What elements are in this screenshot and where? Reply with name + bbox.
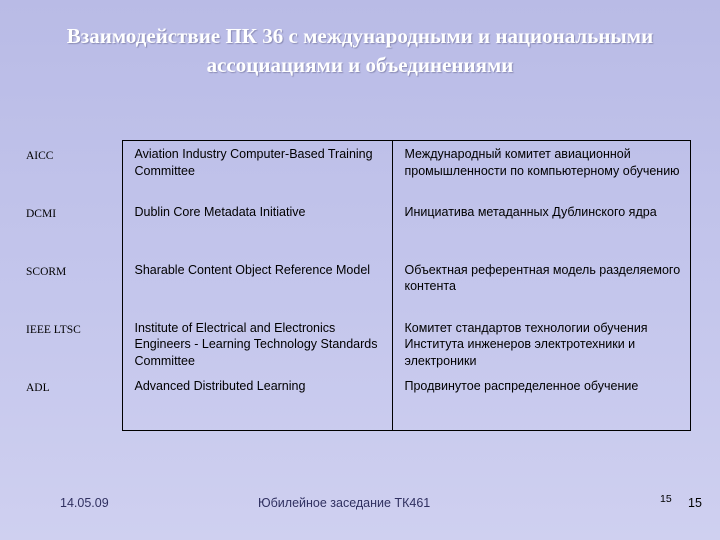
row-russian-name: Инициатива метаданных Дублинского ядра — [392, 199, 690, 257]
footer-date: 14.05.09 — [60, 496, 109, 510]
row-abbreviation: SCORM — [26, 265, 67, 278]
row-english-name: Advanced Distributed Learning — [122, 373, 392, 430]
table-row — [18, 373, 690, 430]
row-english-name: Dublin Core Metadata Initiative — [122, 199, 392, 257]
row-russian-name: Продвинутое распределенное обучение — [392, 373, 690, 430]
row-abbreviation: AICC — [26, 149, 54, 162]
slide-number: 15 — [688, 496, 702, 510]
row-english-name: Sharable Content Object Reference Model — [122, 257, 392, 315]
row-russian-name: Комитет стандартов технологии обучения Института инженеров электротехники и электроники — [392, 315, 690, 374]
row-abbreviation: IEEE LTSC — [26, 323, 81, 336]
footer-event-title: Юбилейное заседание ТК461 — [258, 496, 431, 510]
slide-number-small: 15 — [660, 493, 672, 505]
row-russian-name: Объектная референтная модель разделяемого контента — [392, 257, 690, 315]
slide-title-line-2: ассоциациями и объединениями — [206, 53, 514, 77]
table-row — [18, 141, 690, 199]
associations-table — [18, 140, 691, 431]
table-row — [18, 199, 690, 257]
table-row — [18, 257, 690, 315]
row-abbreviation: ADL — [26, 382, 50, 394]
row-english-name: Aviation Industry Computer-Based Training Committee — [122, 141, 392, 199]
row-russian-name: Международный комитет авиационной промышленности по компьютерному обучению — [392, 141, 690, 199]
slide-title-line-1: Взаимодействие ПК 36 с международными и национальными — [66, 24, 654, 48]
slide-title — [0, 22, 720, 80]
row-abbreviation: DCMI — [26, 207, 57, 220]
table-row — [18, 315, 690, 374]
row-english-name: Institute of Electrical and Electronics Engineers - Learning Technology Standards Committee — [122, 315, 392, 374]
